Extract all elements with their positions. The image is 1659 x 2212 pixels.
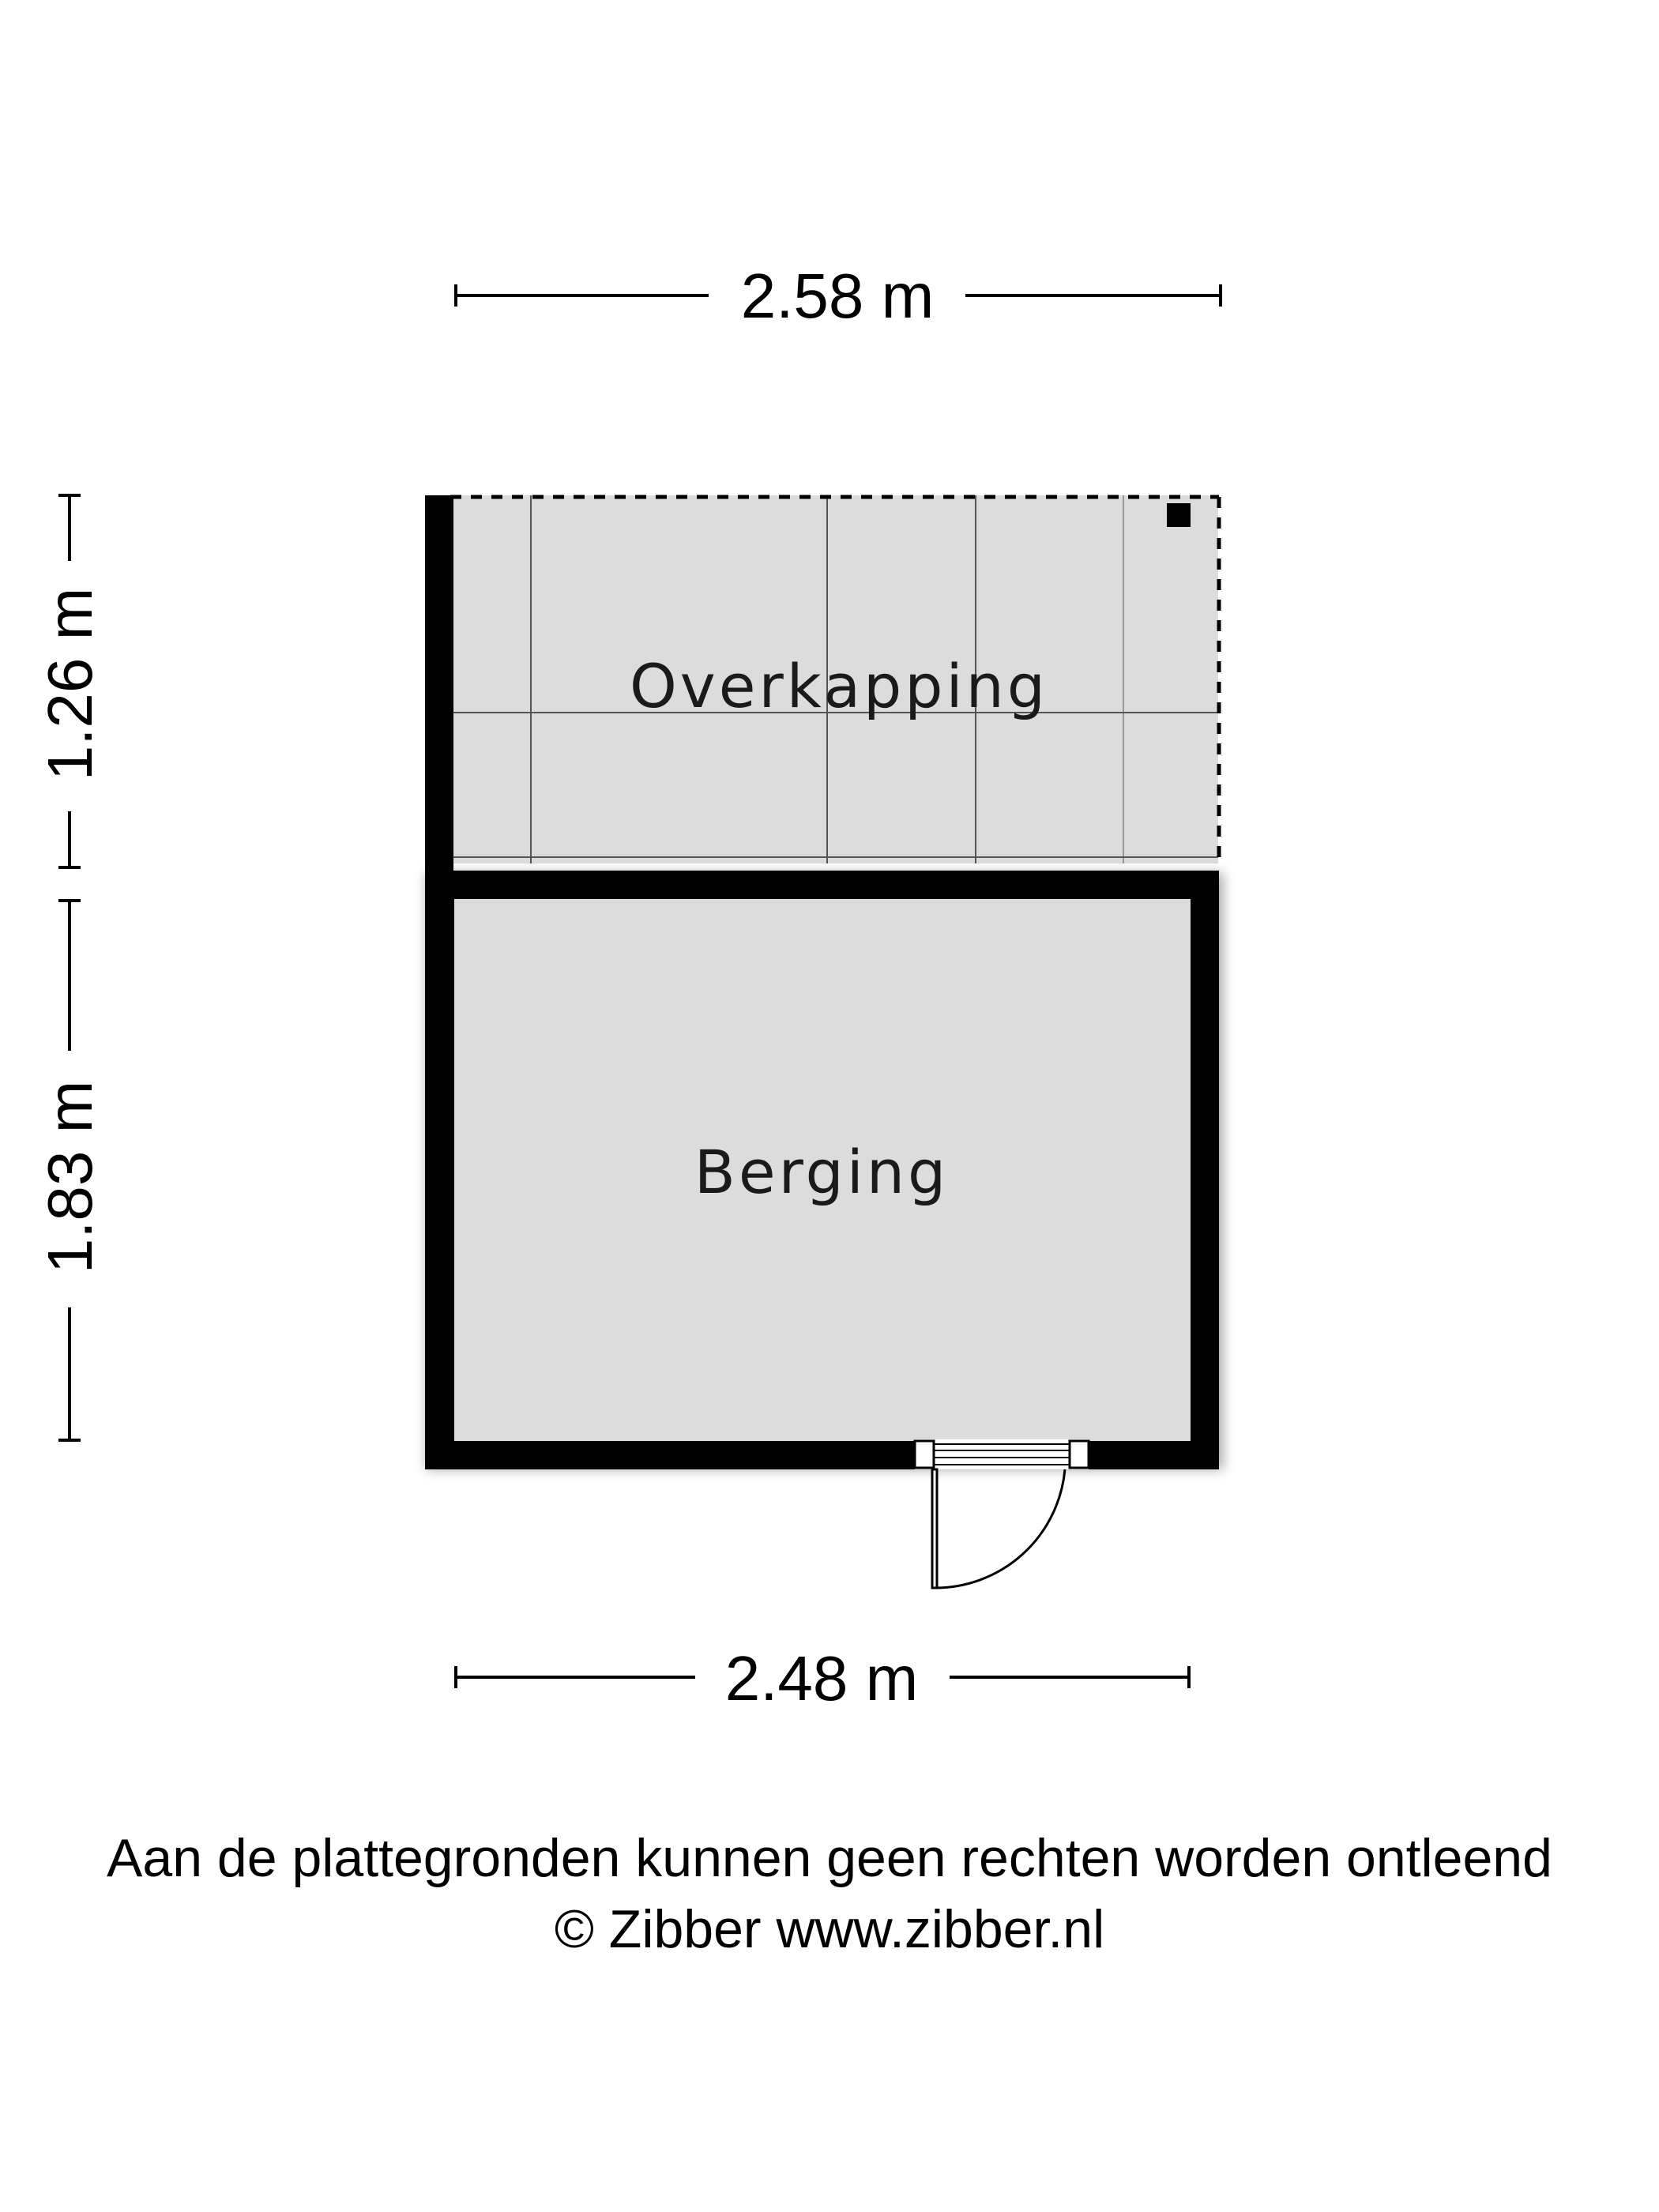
- dimension-left-upper-label: 1.26 m: [35, 587, 105, 781]
- door: [915, 1439, 1089, 1588]
- dimension-top: [456, 261, 1221, 331]
- dimension-top-label: 2.58 m: [740, 261, 935, 331]
- dimension-left-lower: [35, 901, 105, 1440]
- dimension-left-upper: [35, 495, 105, 867]
- copyright-text: © Zibber www.zibber.nl: [554, 1899, 1105, 1959]
- dimension-left-lower-label: 1.83 m: [35, 1080, 105, 1274]
- disclaimer-text: Aan de plattegronden kunnen geen rechten worden ontleend: [107, 1828, 1552, 1888]
- dimension-bottom-label: 2.48 m: [724, 1643, 919, 1714]
- room-label-overkapping: Overkapping: [629, 651, 1049, 721]
- overkapping-left-wall: [425, 495, 453, 886]
- support-post: [1167, 503, 1191, 527]
- dimension-bottom: [456, 1643, 1189, 1714]
- room-label-berging: Berging: [694, 1137, 950, 1207]
